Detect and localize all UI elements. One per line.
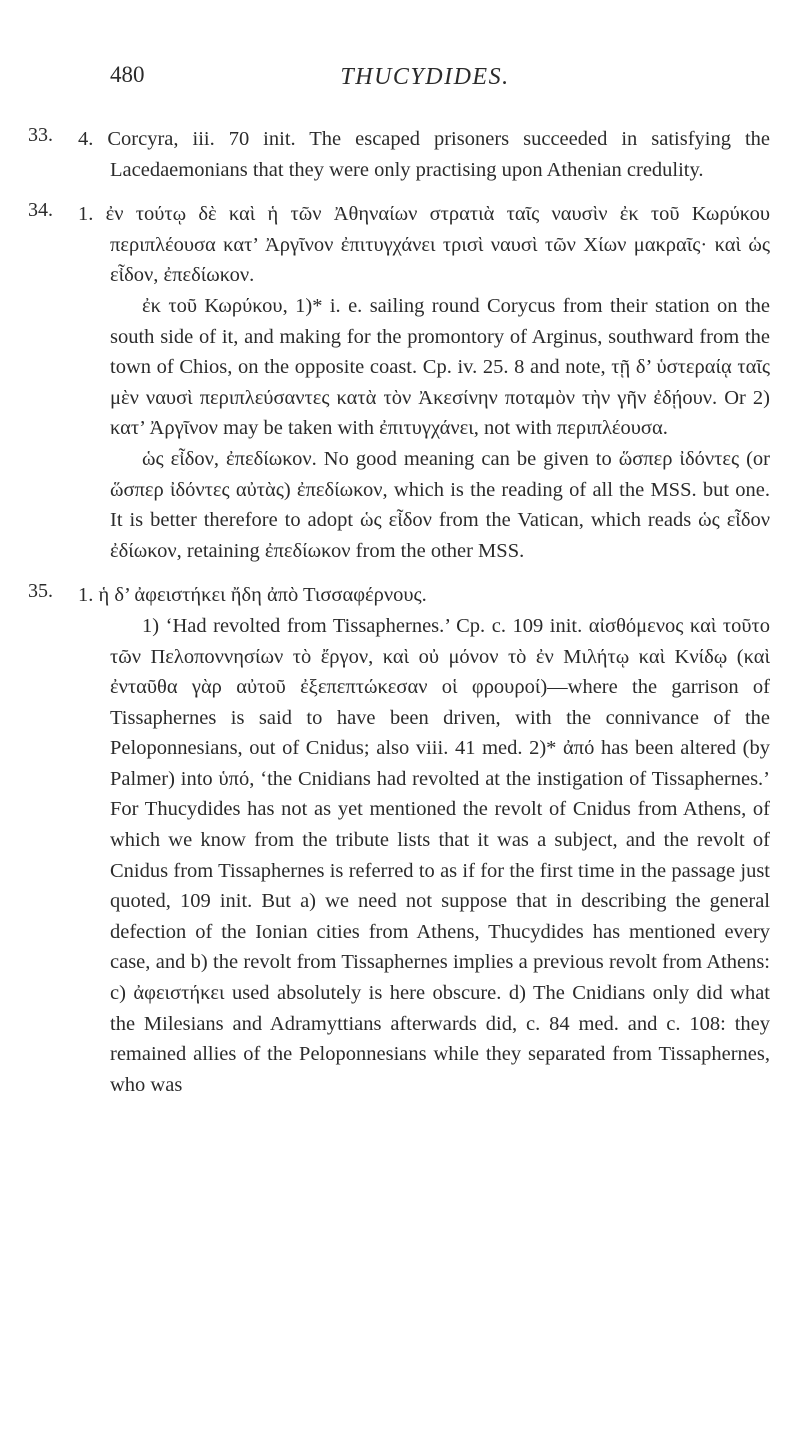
note-paragraph: ὡς εἶδον, ἐπεδίωκον. No good meaning can be given to ὥσπερ ἰδόντες (or ὥσπερ ἰδόντες αὐτὰς) ἐπεδίωκον, which is the reading of all the MSS. but one. It is better therefore to adopt ὡς εἶδον from the Vatican, which reads ὡς εἶδον ἐδίωκον, retaining ἐπεδίωκον from the other MSS. [110,447,770,562]
section-number: 33. [28,124,53,146]
page-number: 480 [110,62,145,87]
greek-lemma: 1. ἡ δ’ ἀφειστήκει ἤδη ἀπὸ Τισσαφέρνους. [78,584,427,607]
section-35 [28,580,770,1100]
section-34 [28,199,770,566]
commentary-body [28,124,770,1100]
note-paragraph: ἐκ τοῦ Κωρύκου, 1)* i. e. sailing round Corycus from their station on the south side of it, and making for the promontory of Arginus, southward from the town of Chios, on the opposite coast. Cp. iv. 25. 8 and note, τῇ δ’ ὑστεραίᾳ ταῖς μὲν ναυσὶ περιπλεύσαντες κατὰ τὸν Ἀκεσίνην ποταμὸν τὴν γῆν ἐδῄουν. Or 2) κατ’ Ἀργῖνον may be taken with ἐπιτυγχάνει, not with περιπλέουσα. [110,294,770,440]
section-number: 35. [28,580,53,603]
page-header [110,62,740,102]
note-paragraph: 1) ‘Had revolted from Tissaphernes.’ Cp. c. 109 init. αἰσθόμενος καὶ τοῦτο τῶν Πελοποννησίων τὸ ἔργον, καὶ οὐ μόνον τὸ ἐν Μιλήτῳ καὶ Κνίδῳ (καὶ ἐνταῦθα γὰρ αὐτοῦ ἐξεπεπτώκεσαν οἱ φρουροί)—where the garrison of Tissaphernes is said to have been driven, with the connivance of the Peloponnesians, out of Cnidus; also viii. 41 med. 2)* ἀπό has been altered (by Palmer) into ὑπό, ‘the Cnidians had revolted at the instigation of Tissaphernes.’ For Thucydides has not as yet mentioned the revolt of Cnidus from Athens, of which we know from the tribute lists that it was a subject, and the revolt of Cnidus from Tissaphernes is referred to as if for the first time in the passage just quoted, 109 init. But a) we need not suppose that in describing the general defection of the Ionian cities from Athens, Thucydides has mentioned every case, and b) the revolt from Tissaphernes implies a previous revolt from Athens: c) ἀφειστήκει used absolutely is here obscure. d) The Cnidians only did what the Milesians and Adramyttians afterwards did, c. 84 med. and c. 108: they remained allies of the Peloponnesians while they separated from Tissaphernes, who was [110,614,770,1096]
section-number: 34. [28,199,53,222]
note-paragraph: 4. Corcyra, iii. 70 init. The escaped prisoners succeeded in satisfying the Lacedaemonians that they were only practising upon Athenian credulity. [78,128,770,181]
running-title: THUCYDIDES. [340,64,510,90]
greek-lemma: 1. ἐν τούτῳ δὲ καὶ ἡ τῶν Ἀθηναίων στρατιὰ ταῖς ναυσὶν ἐκ τοῦ Κωρύκου περιπλέουσα κατ’ Ἀργῖνον ἐπιτυγχάνει τρισὶ ναυσὶ τῶν Χίων μακραῖς· καὶ ὡς εἶδον, ἐπεδίωκον. [78,203,770,287]
section-33 [28,124,770,185]
